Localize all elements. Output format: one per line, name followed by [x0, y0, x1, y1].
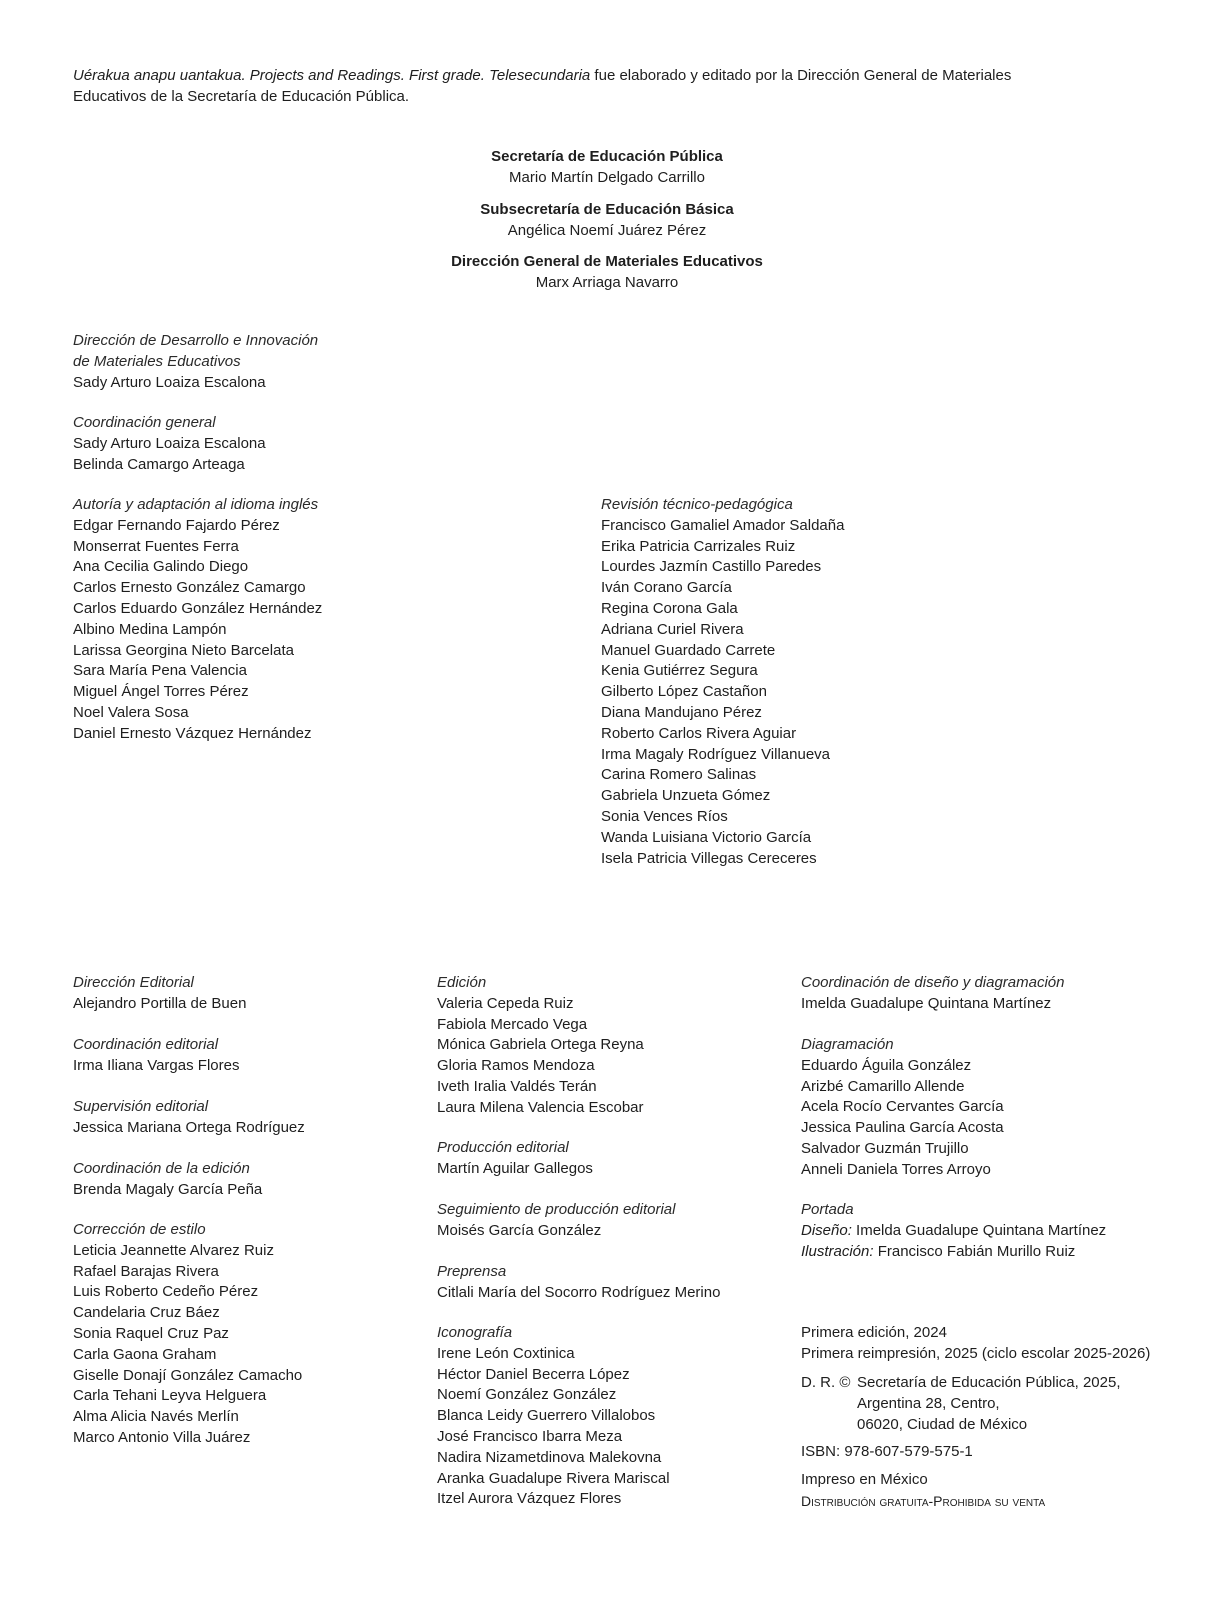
- coord-edition-name: Brenda Magaly García Peña: [73, 1180, 263, 1198]
- intro-line-2: Educativos de la Secretaría de Educación Pública.: [73, 87, 410, 105]
- supervision-heading: Supervisión editorial: [73, 1098, 209, 1115]
- copyright-line: 06020, Ciudad de México: [857, 1415, 1028, 1433]
- layout-name: Arizbé Camarillo Allende: [801, 1077, 965, 1095]
- coord-name: Sady Arturo Loaiza Escalona: [73, 434, 266, 452]
- iconographer-name: Blanca Leidy Guerrero Villalobos: [437, 1407, 656, 1425]
- style-correction-heading: Corrección de estilo: [73, 1221, 206, 1238]
- cover-design-label: Diseño:: [801, 1221, 852, 1239]
- copyright-block: [801, 1373, 1121, 1435]
- author-name: Sara María Pena Valencia: [73, 662, 247, 680]
- layout-name: Anneli Daniela Torres Arroyo: [801, 1160, 991, 1178]
- reviewer-name: Roberto Carlos Rivera Aguiar: [601, 724, 797, 742]
- editor-name: Valeria Cepeda Ruiz: [437, 994, 574, 1012]
- iconographer-name: Noemí González González: [437, 1386, 617, 1404]
- iconographer-name: Irene León Coxtinica: [437, 1344, 575, 1362]
- reviewer-name: Diana Mandujano Pérez: [601, 703, 762, 721]
- coord-editorial-heading: Coordinación editorial: [73, 1036, 219, 1053]
- first-reprint: Primera reimpresión, 2025 (ciclo escolar 2025-2026): [801, 1344, 1151, 1362]
- style-correction-block: [73, 1220, 302, 1449]
- layout-block: [801, 1035, 1004, 1181]
- iconographer-name: Aranka Guadalupe Rivera Mariscal: [437, 1469, 670, 1487]
- official-dgme: [0, 252, 1214, 294]
- corrector-name: Luis Roberto Cedeño Pérez: [73, 1283, 259, 1301]
- isbn-text: ISBN: 978-607-579-575-1: [801, 1443, 973, 1460]
- official-name: Angélica Noemí Juárez Pérez: [507, 221, 707, 239]
- cover-design: [801, 1221, 1106, 1242]
- dir-editorial-name: Alejandro Portilla de Buen: [73, 994, 247, 1012]
- corrector-name: Giselle Donají González Camacho: [73, 1366, 303, 1384]
- editor-name: Mónica Gabriela Ortega Reyna: [437, 1036, 644, 1054]
- author-name: Edgar Fernando Fajardo Pérez: [73, 516, 280, 534]
- official-sep: [0, 147, 1214, 189]
- production-block: [437, 1138, 593, 1180]
- cover-block: [801, 1200, 1106, 1262]
- prepress-name: Citlali María del Socorro Rodríguez Merino: [437, 1283, 721, 1301]
- isbn: [801, 1442, 973, 1463]
- coord-name: Belinda Camargo Arteaga: [73, 455, 245, 473]
- dir-editorial-block: [73, 973, 246, 1015]
- dir-editorial-heading: Dirección Editorial: [73, 974, 194, 991]
- production-tracking-heading: Seguimiento de producción editorial: [437, 1201, 676, 1218]
- ddi-block: [73, 331, 318, 393]
- distribution-notice: Distribución gratuita-Prohibida su venta: [801, 1492, 1046, 1509]
- author-name: Noel Valera Sosa: [73, 703, 189, 721]
- prepress-heading: Preprensa: [437, 1263, 507, 1280]
- editor-name: Iveth Iralia Valdés Terán: [437, 1077, 597, 1095]
- iconographer-name: Itzel Aurora Vázquez Flores: [437, 1490, 622, 1508]
- corrector-name: Leticia Jeannette Alvarez Ruiz: [73, 1241, 274, 1259]
- reviewer-name: Isela Patricia Villegas Cereceres: [601, 849, 817, 867]
- corrector-name: Alma Alicia Navés Merlín: [73, 1408, 239, 1426]
- official-title: Secretaría de Educación Pública: [491, 148, 723, 165]
- cover-illustration-label: Ilustración:: [801, 1242, 874, 1260]
- author-name: Carlos Ernesto González Camargo: [73, 579, 306, 597]
- corrector-name: Marco Antonio Villa Juárez: [73, 1428, 251, 1446]
- copyright-line: Argentina 28, Centro,: [857, 1394, 1000, 1412]
- layout-name: Salvador Guzmán Trujillo: [801, 1139, 969, 1157]
- iconographer-name: José Francisco Ibarra Meza: [437, 1427, 623, 1445]
- intro-paragraph: [73, 66, 1143, 108]
- reviewer-name: Lourdes Jazmín Castillo Paredes: [601, 558, 822, 576]
- reviewer-name: Gilberto López Castañon: [601, 683, 767, 701]
- author-name: Albino Medina Lampón: [73, 620, 227, 638]
- production-tracking-name: Moisés García González: [437, 1221, 602, 1239]
- prepress-block: [437, 1262, 720, 1304]
- review-heading: Revisión técnico-pedagógica: [601, 496, 793, 513]
- production-name: Martín Aguilar Gallegos: [437, 1159, 593, 1177]
- design-coord-block: [801, 973, 1065, 1015]
- official-title: Dirección General de Materiales Educativos: [451, 253, 763, 270]
- corrector-name: Carla Tehani Leyva Helguera: [73, 1387, 267, 1405]
- design-coord-name: Imelda Guadalupe Quintana Martínez: [801, 994, 1052, 1012]
- corrector-name: Carla Gaona Graham: [73, 1345, 217, 1363]
- reviewer-name: Francisco Gamaliel Amador Saldaña: [601, 516, 845, 534]
- author-name: Larissa Georgina Nieto Barcelata: [73, 641, 294, 659]
- author-name: Carlos Eduardo González Hernández: [73, 599, 323, 617]
- ddi-heading: Dirección de Desarrollo e Innovación: [73, 332, 319, 349]
- reviewer-name: Regina Corona Gala: [601, 599, 738, 617]
- official-seb: [0, 200, 1214, 242]
- coord-editorial-block: [73, 1035, 239, 1077]
- edition-info-block: [801, 1323, 1150, 1365]
- coord-editorial-name: Irma Iliana Vargas Flores: [73, 1056, 240, 1074]
- official-name: Marx Arriaga Navarro: [535, 273, 679, 291]
- intro-line-1: [73, 66, 1143, 87]
- official-name: Mario Martín Delgado Carrillo: [509, 168, 705, 186]
- cover-illustration: [801, 1242, 1106, 1263]
- corrector-name: Candelaria Cruz Báez: [73, 1304, 220, 1322]
- author-name: Ana Cecilia Galindo Diego: [73, 558, 249, 576]
- coord-edition-heading: Coordinación de la edición: [73, 1160, 250, 1177]
- print-info-block: [801, 1470, 1045, 1512]
- layout-name: Acela Rocío Cervantes García: [801, 1098, 1004, 1116]
- first-edition: Primera edición, 2024: [801, 1324, 947, 1341]
- supervision-name: Jessica Mariana Ortega Rodríguez: [73, 1118, 305, 1136]
- author-name: Monserrat Fuentes Ferra: [73, 537, 239, 555]
- authors-heading: Autoría y adaptación al idioma inglés: [73, 496, 319, 513]
- cover-heading: Portada: [801, 1201, 854, 1218]
- reviewer-name: Erika Patricia Carrizales Ruiz: [601, 537, 796, 555]
- production-heading: Producción editorial: [437, 1139, 569, 1156]
- iconographer-name: Héctor Daniel Becerra López: [437, 1365, 630, 1383]
- editor-name: Fabiola Mercado Vega: [437, 1015, 588, 1033]
- reviewer-name: Sonia Vences Ríos: [601, 807, 728, 825]
- edition-block: [437, 973, 644, 1119]
- production-tracking-block: [437, 1200, 675, 1242]
- coord-general-heading: Coordinación general: [73, 414, 216, 431]
- reviewer-name: Iván Corano García: [601, 579, 732, 597]
- ddi-name: Sady Arturo Loaiza Escalona: [73, 373, 266, 391]
- printed-in: Impreso en México: [801, 1471, 928, 1488]
- coord-edition-block: [73, 1159, 262, 1201]
- review-block: [601, 495, 844, 869]
- iconography-block: [437, 1323, 670, 1510]
- corrector-name: Rafael Barajas Rivera: [73, 1262, 219, 1280]
- reviewer-name: Gabriela Unzueta Gómez: [601, 787, 771, 805]
- author-name: Miguel Ángel Torres Pérez: [73, 683, 249, 701]
- official-title: Subsecretaría de Educación Básica: [480, 201, 734, 218]
- layout-name: Jessica Paulina García Acosta: [801, 1119, 1004, 1137]
- copyright-label: D. R. ©: [801, 1374, 851, 1391]
- reviewer-name: Irma Magaly Rodríguez Villanueva: [601, 745, 831, 763]
- editor-name: Laura Milena Valencia Escobar: [437, 1098, 644, 1116]
- cover-design-name: Imelda Guadalupe Quintana Martínez: [856, 1221, 1107, 1239]
- supervision-block: [73, 1097, 305, 1139]
- reviewer-name: Carina Romero Salinas: [601, 766, 757, 784]
- reviewer-name: Wanda Luisiana Victorio García: [601, 828, 812, 846]
- reviewer-name: Kenia Gutiérrez Segura: [601, 662, 758, 680]
- author-name: Daniel Ernesto Vázquez Hernández: [73, 724, 312, 742]
- reviewer-name: Adriana Curiel Rivera: [601, 620, 744, 638]
- layout-name: Eduardo Águila González: [801, 1056, 972, 1074]
- editor-name: Gloria Ramos Mendoza: [437, 1057, 595, 1075]
- coord-general-block: [73, 413, 266, 475]
- layout-heading: Diagramación: [801, 1036, 894, 1053]
- corrector-name: Sonia Raquel Cruz Paz: [73, 1324, 229, 1342]
- iconographer-name: Nadira Nizametdinova Malekovna: [437, 1448, 662, 1466]
- book-title: Uérakua anapu uantakua. Projects and Readings. First grade. Telesecundaria: [73, 67, 591, 84]
- iconography-heading: Iconografía: [437, 1324, 513, 1341]
- authors-block: [73, 495, 322, 745]
- ddi-heading-cont: de Materiales Educativos: [73, 352, 241, 370]
- intro-text: fue elaborado y editado por la Dirección General de Materiales: [590, 67, 1012, 84]
- design-coord-heading: Coordinación de diseño y diagramación: [801, 974, 1065, 991]
- copyright-line: Secretaría de Educación Pública, 2025,: [857, 1374, 1121, 1391]
- reviewer-name: Manuel Guardado Carrete: [601, 641, 776, 659]
- edition-heading: Edición: [437, 974, 487, 991]
- cover-illustration-name: Francisco Fabián Murillo Ruiz: [877, 1242, 1076, 1260]
